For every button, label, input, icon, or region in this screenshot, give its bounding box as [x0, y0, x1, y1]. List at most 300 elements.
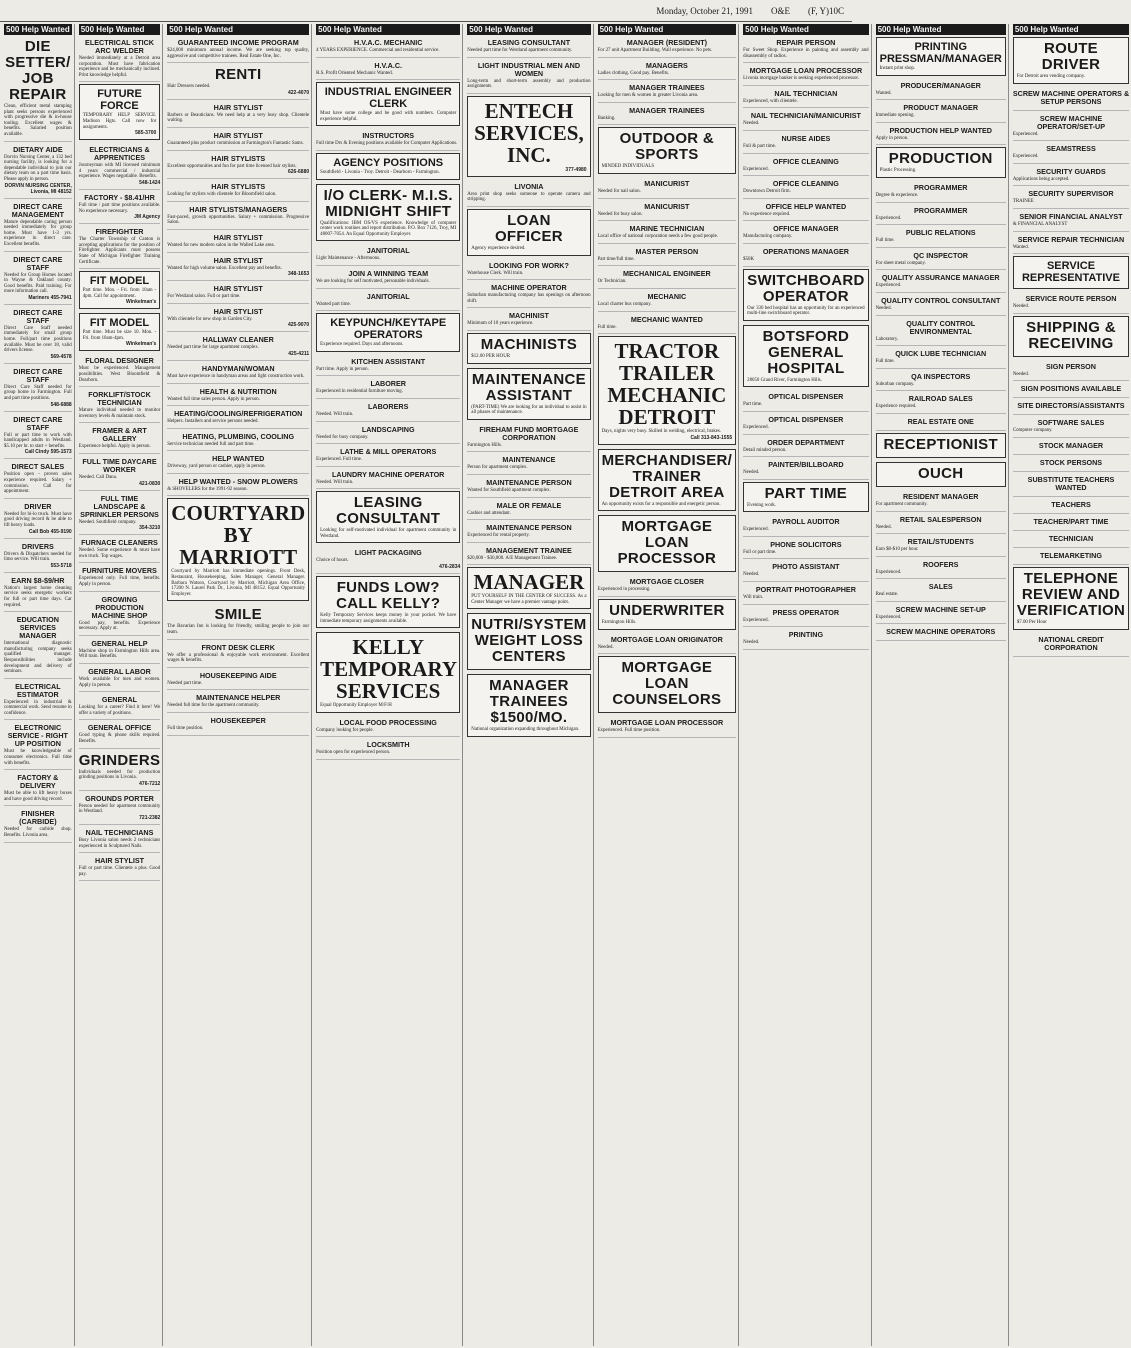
ad-title: LOAN OFFICER — [494, 211, 563, 245]
ad-title: MANAGER TRAINEES — [629, 105, 705, 115]
ad-body: TEMPORARY HELP SERVICE. Madison Hgts. Call now for assignments. — [82, 113, 157, 130]
classified-ad — [1013, 234, 1129, 255]
ad-title: INSTRUCTORS — [362, 131, 415, 141]
ad-body: With clientele for new shop in Garden City. — [167, 316, 253, 322]
ad-title: PHOTO ASSISTANT — [772, 562, 840, 572]
ad-body: Full or part time. Clientele a plus. Good pay. — [78, 866, 161, 877]
ad-title: FURNITURE MOVERS — [82, 566, 157, 576]
ad-title: HAIR STYLIST — [213, 284, 263, 294]
classified-ad — [1013, 499, 1129, 514]
ad-title: TEACHER/PART TIME — [1033, 516, 1109, 526]
ad-title: FURNACE CLEANERS — [81, 538, 158, 548]
ad-body: Must be knowledgeable of consumer electronics. Full time with benefits. — [4, 749, 72, 766]
ad-contact: 626-6880 — [288, 169, 310, 176]
classified-ad — [79, 855, 161, 881]
ad-title: MARINE TECHNICIAN — [629, 224, 705, 234]
ad-title: SIGN PERSON — [1046, 361, 1096, 371]
ad-title: HELP WANTED — [212, 454, 265, 464]
classified-ad — [316, 547, 460, 574]
ad-title: MASTER PERSON — [635, 246, 699, 256]
ad-title: PROGRAMMER — [913, 205, 968, 215]
classified-ad — [467, 260, 590, 281]
ad-body: Farmington Hills. — [467, 442, 503, 448]
ad-body: We are looking for self motivated, personable individuals. — [316, 278, 430, 284]
ad-body: Experienced, with clientele. — [743, 98, 798, 104]
ad-title: PROGRAMMER — [913, 182, 968, 192]
ad-body: Experienced. — [875, 569, 902, 575]
ad-title: OFFICE MANAGER — [773, 224, 839, 234]
ad-body: Full time. — [597, 324, 617, 330]
ad-title: FRAMER & ART GALLERY — [92, 426, 147, 444]
ad-body: $12.00 PER HOUR — [471, 353, 511, 359]
classified-ad — [876, 80, 1006, 101]
ad-body: Minimum of 10 years experience. — [467, 321, 534, 327]
ad-contact: Call Cindy 595-1573 — [24, 449, 72, 456]
ad-body: Evening work. — [747, 502, 776, 508]
classified-ad — [79, 827, 161, 853]
ad-title: DIRECT CARE MANAGEMENT — [11, 201, 65, 219]
ad-title: MANAGER — [473, 570, 585, 595]
ad-title: NURSE AIDES — [781, 133, 831, 143]
classified-ad — [876, 102, 1006, 123]
classified-ad — [167, 431, 309, 452]
ad-body: The Bavarian Inn is looking for friendly, smiling people to join our team. — [167, 624, 310, 636]
ad-contact: 421-0830 — [139, 480, 161, 487]
classified-ad — [79, 144, 161, 190]
column-heading: 500 Help Wanted — [598, 24, 737, 35]
classified-ad — [316, 82, 460, 126]
ad-body: Experienced. — [743, 166, 769, 172]
classified-ad — [876, 433, 1006, 458]
classified-ad — [876, 626, 1006, 641]
ad-title: GENERAL HELP — [91, 638, 148, 648]
classified-ad — [598, 127, 737, 174]
ad-title: TECHNICIAN — [1048, 533, 1094, 543]
classified-ad — [167, 65, 309, 100]
ad-title: PRESS OPERATOR — [772, 607, 840, 617]
classified-column — [77, 24, 164, 1346]
ad-body: For Detroit area vending company. — [1016, 74, 1086, 79]
classified-ad — [167, 363, 309, 384]
ad-title: RETAIL SALESPERSON — [899, 514, 982, 524]
ad-title: HAIR STYLIST — [213, 255, 263, 265]
ad-contact: 354-3210 — [139, 525, 161, 532]
ad-body: Looking for stylists with clientele for Bloomfield salon. — [167, 192, 277, 198]
ad-title: DIETARY AIDE — [13, 144, 63, 154]
ad-title: RAILROAD SALES — [908, 394, 973, 404]
classified-column — [874, 24, 1009, 1346]
classified-ad — [467, 424, 590, 453]
classified-ad — [316, 378, 460, 399]
ad-title: GRINDERS — [78, 751, 161, 769]
ad-title: MECHANICAL ENGINEER — [622, 269, 711, 279]
ad-title: HOUSEKEEPER — [210, 716, 266, 725]
ad-title: STOCK PERSONS — [1039, 457, 1103, 467]
classified-ad — [167, 283, 309, 304]
classified-ad — [167, 670, 309, 691]
ad-body: Busy Livonia salon needs 2 technicians experienced in Sculptured Nails. — [78, 837, 161, 849]
ad-body: Part time. Must be size 10. Mon. - Fri. from 10am-4pm. — [82, 330, 157, 341]
ad-body: Choice of hours. — [316, 558, 349, 564]
ad-title: MANICURIST — [644, 178, 690, 188]
classified-ad — [316, 356, 460, 377]
classified-ad — [316, 184, 460, 242]
classified-ad — [743, 516, 868, 537]
ad-title: PORTRAIT PHOTOGRAPHER — [755, 585, 856, 595]
classified-ad — [79, 751, 161, 791]
classified-ad — [743, 223, 868, 244]
ad-body: 4 YEARS EXPERIENCE. Commercial and residential service. — [316, 48, 440, 53]
ad-title: HELP WANTED - SNOW PLOWERS — [178, 476, 298, 486]
classified-column — [1011, 24, 1131, 1346]
ad-title: PRINTING — [788, 630, 824, 640]
classified-ad — [167, 605, 309, 639]
ad-body: PUT YOURSELF IN THE CENTER OF SUCCESS. As a Center Manager we have a premier vantage point. — [471, 594, 587, 605]
classified-ad — [467, 282, 590, 308]
ad-title: ROOFERS — [922, 559, 959, 569]
ad-body: Detail minded person. — [743, 447, 787, 453]
column-heading: 500 Help Wanted — [876, 24, 1006, 35]
classified-ad — [4, 681, 72, 721]
ad-body: Looking for self-motivated individual for apartment community in Westland. — [320, 528, 457, 539]
ad-body: Needed. Will train. — [316, 411, 354, 417]
ad-body: Full or part time to work with handicapped adults in Westland. $5.10 per hr. to start + benefits. — [4, 432, 72, 449]
classified-ad — [598, 336, 737, 445]
ad-body: Days, nights very busy. Skilled in welding, electrical, brakes. — [601, 429, 722, 435]
classified-ad — [167, 642, 309, 668]
ad-title: PRODUCT MANAGER — [903, 103, 979, 113]
ad-title: HALLWAY CLEANER — [202, 335, 274, 345]
classified-ad — [1013, 457, 1129, 472]
ad-body: Experienced. — [875, 283, 902, 289]
ad-title: LABORERS — [368, 401, 409, 411]
ad-contact: 348-1653 — [288, 271, 310, 278]
ad-title: FIREHAM FUND MORTGAGE CORPORATION — [479, 424, 579, 442]
classified-ad — [876, 272, 1006, 293]
classified-ad — [167, 153, 309, 180]
classified-ad — [467, 333, 590, 364]
ad-title: MORTGAGE LOAN COUNSELORS — [612, 659, 722, 709]
classified-ad — [167, 453, 309, 474]
ad-body: An opportunity exists for a responsible and energetic person. — [601, 501, 721, 507]
classified-ad — [876, 393, 1006, 414]
ad-title: UNDERWRITER — [609, 601, 725, 619]
ad-body: Clean, efficient metal stamping plant seeks persons experienced with progressive die & in-house tooling. Excellent wages & benefits. Salaried position available. — [4, 104, 72, 137]
ad-title: PRODUCTION HELP WANTED — [889, 125, 992, 135]
ad-body: National organization expanding throughout Michigan. — [471, 727, 580, 733]
ad-contact: 425-4211 — [288, 350, 310, 357]
ad-title: KELLY TEMPORARY SERVICES — [320, 635, 458, 704]
classified-ad — [876, 581, 1006, 602]
ad-body: Needed. — [743, 640, 760, 646]
ad-contact: 476-7212 — [139, 780, 161, 787]
column-heading: 500 Help Wanted — [743, 24, 868, 35]
ad-body: Needed full time for the apartment community. — [167, 703, 260, 709]
ad-title: DRIVERS — [21, 541, 54, 551]
ad-body: Qualifications: IBM OS/VS experience. Knowledge of computer center work routines and report distribution. P.O. Box 7126, Troy, MI 48007-7054. An Equal Opportunity Employer. — [320, 220, 457, 237]
column-heading: 500 Help Wanted — [1013, 24, 1129, 35]
classified-column — [596, 24, 740, 1346]
classified-ad — [467, 545, 590, 566]
ad-body: Wanted for new modern salon in the Walled Lake area. — [167, 242, 275, 248]
classified-ad — [743, 88, 868, 109]
classified-ad — [743, 584, 868, 605]
classified-ad — [743, 414, 868, 435]
classified-ad — [1013, 316, 1129, 357]
ad-title: HANDYMAN/WOMAN — [201, 363, 275, 373]
ad-body: Farmington Hills. — [601, 619, 637, 625]
ad-body: Experienced. — [743, 424, 769, 430]
ad-body: Experience helpful. Apply in person. — [78, 444, 151, 450]
classified-ad — [598, 105, 737, 126]
ad-title: GROUNDS PORTER — [85, 793, 154, 803]
ad-body: Will train. — [743, 595, 764, 601]
ad-title: QUALITY CONTROL CONSULTANT — [881, 295, 1001, 305]
classified-ad — [743, 156, 868, 177]
ad-body: Must be experienced. Management possibilities. West Bloomfield & Dearborn. — [78, 366, 161, 383]
ad-body: Experienced. — [875, 614, 902, 620]
ad-body: Must have some college and be good with numbers. Computer experience helpful. — [320, 111, 457, 122]
ad-title: OFFICE HELP WANTED — [765, 201, 847, 211]
classified-ad — [316, 632, 460, 713]
ad-body: Full & part time. — [743, 143, 777, 149]
ad-title: HAIR STYLIST — [213, 102, 263, 112]
ad-title: DIRECT CARE STAFF — [13, 366, 63, 384]
classified-ad — [1013, 400, 1129, 415]
classified-ad — [598, 291, 737, 312]
classified-ad — [167, 130, 309, 151]
classified-ad — [598, 634, 737, 655]
ad-body: Needed. — [743, 121, 760, 127]
ad-body: Full time / part time positions available. No experience necessary. — [78, 202, 161, 214]
ad-title: FIREFIGHTER — [95, 227, 144, 237]
ad-body: Real estate. — [875, 592, 899, 598]
ad-body: Laboratory. — [875, 336, 899, 342]
classified-ad — [1013, 143, 1129, 164]
classified-ad — [743, 269, 868, 321]
ad-title: MACHINIST — [508, 311, 549, 321]
ad-body: Local office of national corporation needs a few good people. — [597, 234, 719, 240]
ad-body: Needed. — [1012, 371, 1029, 377]
ad-body: Full time. — [875, 238, 895, 244]
ad-contact: JM Agency — [134, 214, 161, 221]
classified-ad — [1013, 474, 1129, 497]
classified-ad — [598, 717, 737, 738]
ad-body: Wanted for high volume salon. Excellent pay and benefits. — [167, 265, 282, 271]
ad-title: FULL TIME LANDSCAPE & SPRINKLER PERSONS — [80, 493, 159, 519]
classified-ad — [743, 178, 868, 199]
ad-body: Livonia mortgage banker is seeking experienced processor. — [743, 76, 859, 82]
ad-title: FACTORY & DELIVERY — [17, 773, 59, 791]
classified-ad — [316, 424, 460, 445]
ad-body: Position open for experienced person. — [316, 750, 391, 756]
classified-ad — [1013, 567, 1129, 630]
classified-ad — [1013, 533, 1129, 548]
classified-ad — [467, 368, 590, 420]
classified-ad — [598, 268, 737, 289]
classified-ad — [876, 205, 1006, 226]
ad-title: ELECTRICAL ESTIMATOR — [15, 681, 61, 699]
ad-title: KITCHEN ASSISTANT — [351, 356, 426, 366]
ad-title: ENTECH SERVICES, INC. — [474, 98, 584, 167]
ad-body: Work available for men and women. Apply in person. — [78, 676, 161, 688]
classified-ad — [4, 722, 72, 770]
classified-ad — [743, 482, 868, 513]
classified-ad — [1013, 516, 1129, 531]
ad-body: Needed part time for Westland apartment community. — [467, 48, 573, 53]
ad-title: MERCHANDISER/ TRAINER DETROIT AREA — [601, 451, 733, 501]
ad-contact: Call Bob 455-9190 — [28, 528, 72, 535]
page-header — [0, 0, 852, 22]
ad-title: SENIOR FINANCIAL ANALYST — [1019, 211, 1123, 221]
ad-title: KEYPUNCH/KEYTAPE OPERATORS — [330, 317, 447, 342]
classified-ad — [743, 325, 868, 388]
ad-title: NAIL TECHNICIAN — [774, 88, 838, 98]
ad-contact: 476-2834 — [439, 564, 461, 571]
ad-body: Ladies clothing. Good pay. Benefits. — [597, 70, 670, 76]
ad-body: Mature individual needed to monitor inventory levels & maintain stock. — [78, 408, 161, 419]
ad-body: Southfield - Livonia - Troy. Detroit - Dearborn - Farmington. — [320, 169, 440, 175]
classified-ad — [876, 318, 1006, 347]
classified-ad — [167, 692, 309, 713]
ad-title: NAIL TECHNICIAN/MANICURIST — [750, 111, 861, 121]
ad-title: OPERATIONS MANAGER — [762, 246, 849, 256]
ad-title: NATIONAL CREDIT CORPORATION — [1038, 634, 1104, 652]
ad-body: Apply in person. — [875, 135, 909, 141]
classified-ad — [79, 271, 161, 309]
ad-body: Part time/full time. — [597, 256, 635, 262]
ad-title: H.V.A.C. — [374, 60, 403, 70]
classified-ad — [316, 291, 460, 312]
ad-title: GENERAL LABOR — [88, 666, 151, 676]
classified-ad — [467, 60, 590, 94]
ad-body: Excellent opportunities and fun for part time licensed hair stylists. — [167, 163, 297, 169]
classified-ad — [876, 514, 1006, 535]
classified-ad — [4, 461, 72, 498]
ad-title: MACHINISTS — [480, 335, 578, 353]
classified-ad — [167, 306, 309, 333]
ad-body: Manufacturing company. — [743, 234, 793, 240]
ad-title: LEASING CONSULTANT — [487, 38, 571, 47]
classified-ad — [167, 204, 309, 230]
ad-body: Needed. — [1012, 304, 1029, 310]
ad-title: SWITCHBOARD OPERATOR — [747, 271, 865, 305]
ad-title: HAIR STYLIST — [213, 130, 263, 140]
ad-title: LIGHT INDUSTRIAL MEN AND WOMEN — [477, 60, 581, 78]
classified-ad — [4, 144, 72, 199]
classified-ad — [79, 192, 161, 224]
ad-title: OPTICAL DISPENSER — [768, 414, 844, 424]
classified-ad — [598, 178, 737, 199]
classified-ad — [4, 307, 72, 364]
classified-ad — [467, 613, 590, 670]
ad-body: Part time. — [743, 402, 763, 408]
page-number: (F, Y)10C — [808, 6, 844, 16]
classified-ad — [79, 565, 161, 591]
ad-body: Driveway, yard person or cashier, apply in person. — [167, 464, 266, 470]
classified-ad — [876, 37, 1006, 76]
ad-body: Full time Drs & Evening positions available for Computer Applications. — [316, 141, 458, 147]
ad-body: Area print shop seeks someone to operate camera and stripping. — [467, 191, 591, 203]
classified-ad — [79, 226, 161, 269]
ad-contact: Winkelman's — [125, 341, 157, 348]
ad-body: Long-term and short-term assembly and production assignments. — [467, 78, 591, 90]
ad-title: AGENCY POSITIONS — [333, 156, 444, 169]
ad-title: DIRECT SALES — [11, 462, 65, 472]
ad-body: Guaranteed plus product commission at Farmington's Fantastic Sams. — [167, 140, 304, 146]
ad-body: Wanted for Southfield apartment complex. — [467, 487, 551, 493]
ad-body: Person for apartment complex. — [467, 465, 528, 471]
ad-title: MACHINE OPERATOR — [491, 283, 567, 293]
classified-ad — [1013, 361, 1129, 382]
classified-ad — [167, 476, 309, 497]
classified-ad — [1013, 417, 1129, 438]
classified-ad — [598, 201, 737, 222]
ad-title: MAINTENANCE PERSON — [486, 523, 572, 533]
ad-title: DIRECT CARE STAFF — [13, 254, 63, 272]
ad-title: REPAIR PERSON — [776, 38, 836, 47]
ad-title: COURTYARD BY MARRIOTT — [171, 501, 306, 570]
ad-title: JANITORIAL — [366, 291, 410, 301]
ad-title: GENERAL — [101, 695, 138, 705]
ad-title: SUBSTITUTE TEACHERS WANTED — [1027, 474, 1115, 492]
classified-ad — [876, 371, 1006, 392]
ad-title: HOUSEKEEPING AIDE — [199, 670, 277, 680]
classified-ad — [743, 65, 868, 86]
ad-body: Company looking for people. — [316, 727, 374, 733]
ad-title: ELECTRICAL STICK ARC WELDER — [85, 38, 154, 55]
classified-ad — [1013, 550, 1129, 565]
ad-title: LOCAL FOOD PROCESSING — [339, 717, 437, 727]
ad-title: MECHANIC — [647, 291, 687, 301]
ad-title: ELECTRONIC SERVICE - RIGHT UP POSITION — [7, 723, 68, 749]
ad-title: MANAGERS — [645, 60, 688, 70]
classified-ad — [598, 656, 737, 713]
ad-contact: 569-4578 — [50, 353, 72, 360]
ad-body: Needed for nail salon. — [597, 188, 641, 194]
ad-title: BOTSFORD GENERAL HOSPITAL — [762, 327, 850, 377]
ad-title: DRIVER — [24, 501, 52, 511]
ad-body: Barbers or Beauticians. We need help at a very busy shop. Clientele waiting. — [167, 112, 310, 124]
ad-title: SEAMSTRESS — [1046, 144, 1096, 154]
ad-title: HAIR STYLISTS — [211, 182, 266, 192]
classified-ad — [4, 575, 72, 612]
ad-title: OUCH — [918, 464, 964, 482]
classified-ad — [876, 227, 1006, 248]
ad-body: Needed. — [875, 524, 892, 530]
ad-body: Direct Care Staff needed for group home in Farmington. Full and part time positions. — [4, 384, 72, 402]
classified-ad — [316, 469, 460, 490]
classified-ad — [79, 537, 161, 563]
ad-title: SMILE — [214, 606, 262, 624]
ad-body: Fast-paced, growth opportunities. Salary + commission. Progressive Salon. — [167, 214, 310, 226]
ad-body: Journeyman with MI licensed minimum 4 years commercial / industrial experience. Wages negotiable. Benefits. — [78, 163, 161, 180]
ad-body: Equal Opportunity Employer M/F/H — [320, 703, 392, 709]
ad-body: Experienced. Full time position. — [597, 728, 661, 734]
ad-title: ROUTE DRIVER — [1041, 40, 1101, 73]
ad-body: Position open - proven sales experience required. Salary + commission. Call for appointment. — [4, 472, 72, 495]
ad-title: MANICURIST — [644, 201, 690, 211]
ad-body: Needed. — [743, 470, 760, 476]
classified-ad — [876, 147, 1006, 178]
ad-body: Experienced in processing. — [597, 587, 651, 593]
classified-ad — [743, 561, 868, 582]
ad-title: HAIR STYLIST — [213, 232, 263, 242]
classified-ad — [743, 391, 868, 412]
column-heading: 500 Help Wanted — [467, 24, 590, 35]
classified-ad — [316, 313, 460, 352]
ad-body: Needed. — [875, 305, 892, 311]
